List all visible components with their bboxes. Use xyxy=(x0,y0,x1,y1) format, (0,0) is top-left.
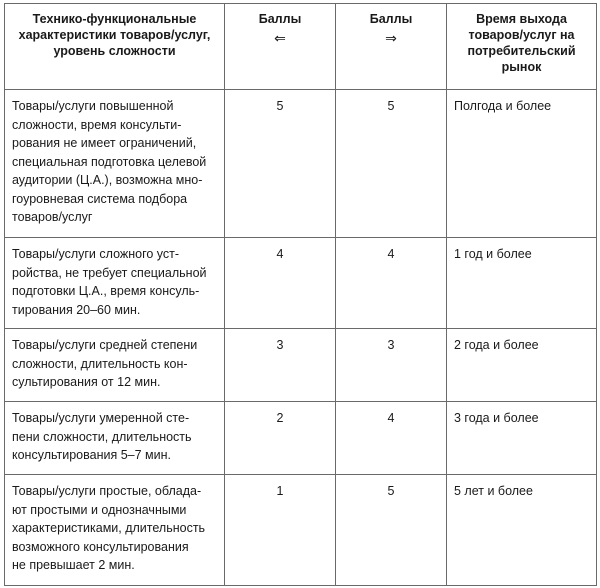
header-score-left xyxy=(225,4,336,90)
row-time-to-market: 2 года и более xyxy=(447,329,597,402)
row-score-left: 1 xyxy=(225,475,336,586)
description-line: сложности, длительность кон- xyxy=(12,356,188,371)
row-score-left: 3 xyxy=(225,329,336,402)
header-score-left-label: Баллы xyxy=(258,12,302,26)
left-arrow-icon: ⇐ xyxy=(274,30,286,46)
row-description xyxy=(5,90,225,238)
row-score-right: 5 xyxy=(336,90,447,238)
row-description xyxy=(5,475,225,586)
row-time-to-market: 5 лет и более xyxy=(447,475,597,586)
row-score-right: 3 xyxy=(336,329,447,402)
description-line: характеристиками, длительность xyxy=(12,521,206,535)
row-time-to-market: Полгода и более xyxy=(447,90,597,238)
description-line: гоуровневая система подбора xyxy=(12,191,188,206)
header-score-right xyxy=(336,4,447,90)
row-score-right: 5 xyxy=(336,475,447,586)
table-row xyxy=(5,238,597,329)
description-line: аудитории (Ц.А.), возможна мно- xyxy=(12,173,203,187)
description-line: сультирования от 12 мин. xyxy=(12,375,161,389)
description-line: рования не имеет ограничений, xyxy=(12,136,197,150)
right-arrow-icon: ⇒ xyxy=(385,30,397,46)
header-characteristics-line-2: характеристики товаров/услуг, xyxy=(18,28,211,42)
table-row xyxy=(5,90,597,238)
row-score-left: 5 xyxy=(225,90,336,238)
description-line: сложности, время консульти- xyxy=(12,117,182,132)
row-description xyxy=(5,402,225,475)
description-line: Товары/услуги средней степени xyxy=(12,338,198,352)
header-time-line-3: потребительский xyxy=(467,44,576,58)
description-line: Товары/услуги сложного уст- xyxy=(12,247,180,261)
header-characteristics xyxy=(5,4,225,90)
table-row xyxy=(5,402,597,475)
description-line: тирования 20–60 мин. xyxy=(12,302,141,317)
header-time-line-4: рынок xyxy=(501,60,542,74)
row-score-right: 4 xyxy=(336,402,447,475)
row-time-to-market: 1 год и более xyxy=(447,238,597,329)
row-score-right: 4 xyxy=(336,238,447,329)
description-line: пени сложности, длительность xyxy=(12,429,192,444)
description-line: ют простыми и однозначными xyxy=(12,502,187,517)
row-time-to-market: 3 года и более xyxy=(447,402,597,475)
header-characteristics-line-3: уровень сложности xyxy=(53,44,176,58)
row-description xyxy=(5,329,225,402)
row-score-left: 2 xyxy=(225,402,336,475)
table-row xyxy=(5,475,597,586)
header-score-right-label: Баллы xyxy=(369,12,413,26)
header-row xyxy=(5,4,597,90)
header-time-line-2: товаров/услуг на xyxy=(468,28,575,42)
description-line: Товары/услуги повышенной xyxy=(12,99,174,113)
header-characteristics-line-1: Технико-функциональные xyxy=(32,12,197,26)
row-description xyxy=(5,238,225,329)
description-line: ройства, не требует специальной xyxy=(12,265,207,280)
description-line: Товары/услуги умеренной сте- xyxy=(12,411,190,425)
header-time-line-1: Время выхода xyxy=(476,12,567,26)
table-row xyxy=(5,329,597,402)
description-line: Товары/услуги простые, облада- xyxy=(12,484,202,498)
description-line: консультирования 5–7 мин. xyxy=(12,448,171,462)
description-line: не превышает 2 мин. xyxy=(12,558,135,572)
description-line: товаров/услуг xyxy=(12,210,93,224)
description-line: специальная подготовка целевой xyxy=(12,154,207,169)
characteristics-table xyxy=(4,3,597,586)
row-score-left: 4 xyxy=(225,238,336,329)
description-line: возможного консультирования xyxy=(12,539,189,554)
description-line: подготовки Ц.А., время консуль- xyxy=(12,284,200,298)
header-time-to-market xyxy=(447,4,597,90)
